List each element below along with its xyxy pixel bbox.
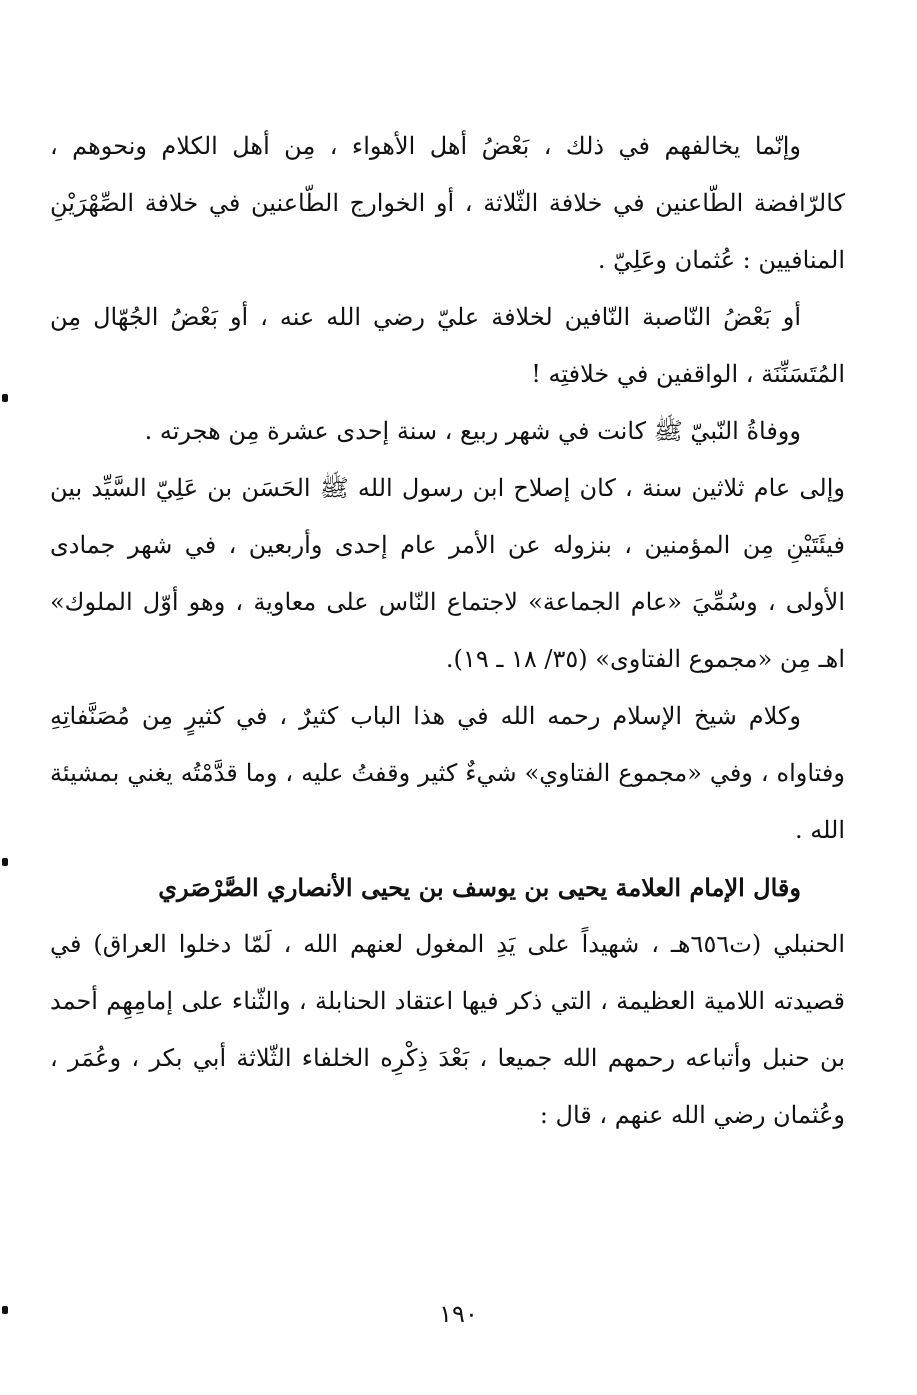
- scan-edge-mark: [2, 858, 8, 866]
- paragraph-3: ووفاةُ النّبيّ ﷺ كانت في شهر ربيع ، سنة إحدى عشرة مِن هجرته .: [144, 417, 801, 445]
- paragraph-2: أو بَعْضُ النّاصبة النّافين لخلافة عليّ رضي الله عنه ، أو بَعْضُ الجُهّال مِن المُتَسَنِّنَة ، الواقفين في خلافتِه !: [50, 303, 845, 388]
- scan-edge-mark: [2, 1306, 8, 1314]
- paragraph-4: وإلى عام ثلاثين سنة ، كان إصلاح ابن رسول الله ﷺ الحَسَن بن عَلِيّ السَّيِّد بين فيئَتَيْنِ مِن المؤمنين ، بنزوله عن الأمر عام إحدى وأربعين ، في شهر جمادى الأولى ، وسُمِّيَ «عام الجماعة» لاجتماع النّاس على معاوية ، وهو أوّل الملوك» اهـ مِن «مجموع الفتاوى» (٣٥/ ١٨ ـ ١٩).: [50, 474, 846, 673]
- paragraph-5: وكلام شيخ الإسلام رحمه الله في هذا الباب كثيرٌ ، في كثيرٍ مِن مُصَنَّفاتِهِ وفتاواه ، وفي «مجموع الفتاوي» شيءٌ كثير وقفتُ عليه ، وما قدَّمْتُه يغني بمشيئة الله .: [50, 702, 845, 844]
- scan-edge-mark: [2, 394, 8, 402]
- paragraph-6-heading: وقال الإمام العلامة يحيى بن يوسف بن يحيى الأنصاري الصَّرْصَري: [158, 873, 801, 902]
- paragraph-7: الحنبلي (ت٦٥٦هـ ، شهيداً على يَدِ المغول لعنهم الله ، لَمّا دخلوا العراق) في قصيدته اللامية العظيمة ، التي ذكر فيها اعتقاد الحنابلة ، والثّناء على إمامِهِم أحمد بن حنبل وأتباعه رحمهم الله جميعا ، بَعْدَ ذِكْرِه الخلفاء الثّلاثة أبي بكر ، وعُمَر ، وعُثمان رضي الله عنهم ، قال :: [50, 930, 845, 1129]
- page-number: ١٩٠: [439, 1300, 478, 1328]
- paragraph-1: وإنّما يخالفهم في ذلك ، بَعْضُ أهل الأهواء ، مِن أهل الكلام ونحوهم ، كالرّافضة الطّاعنين في خلافة الثّلاثة ، أو الخوارج الطّاعنين في خلافة الصِّهْرَيْنِ المنافيين : عُثمان وعَلِيّ .: [50, 132, 845, 274]
- body-text: [50, 118, 845, 1144]
